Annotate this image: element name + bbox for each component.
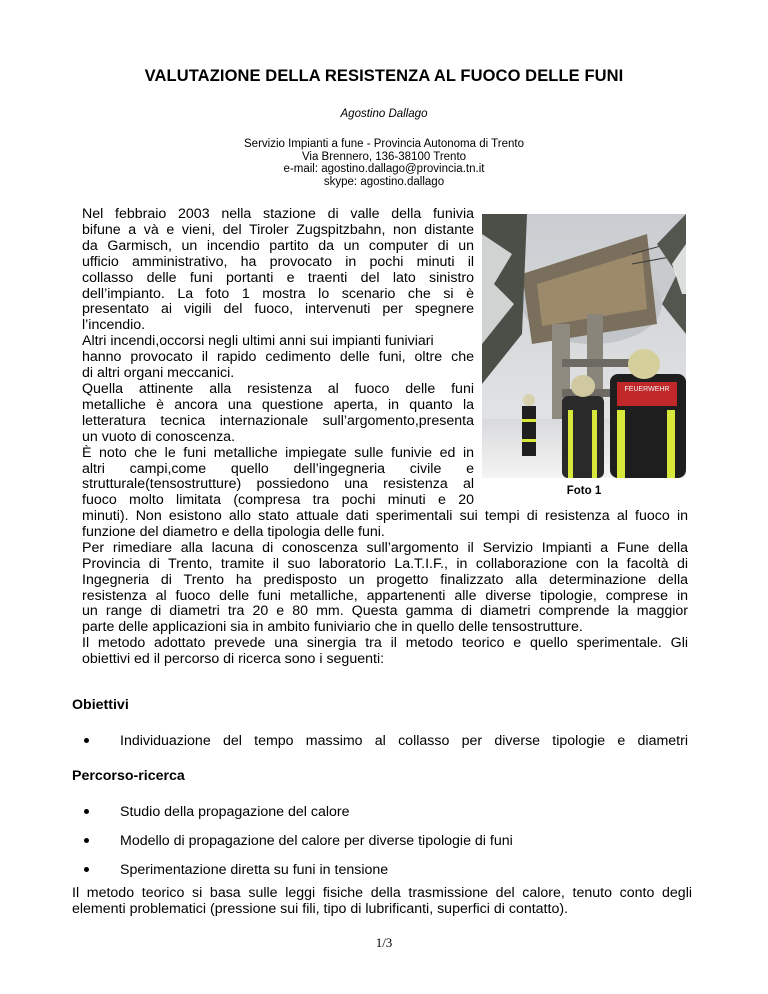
text-line: metalliche è ancora una questione aperta, in quanto la [82, 396, 474, 413]
photo-fire-scene [482, 214, 686, 478]
affiliation-address: Via Brennero, 136-38100 Trento [301, 150, 467, 163]
text-line: Il metodo teorico si basa sulle leggi fisiche della trasmissione del calore, tenuto conto degli [72, 885, 692, 901]
text-line: funzione del diametro e della tipologia delle funi. [82, 523, 385, 540]
list-item-text: Individuazione del tempo massimo al collasso per diverse tipologie e diametri [120, 733, 688, 749]
text-line: bifune a và e vieni, del Tiroler Zugspitzbahn, non distante [82, 221, 474, 238]
text-line: hanno provocato il rapido cedimento delle funi, oltre che [82, 349, 474, 366]
text-line: Per rimediare alla lacuna di conoscenza sull’argomento il Servizio Impianti a Fune della [82, 539, 688, 556]
text-line: un vuoto di conoscenza. [82, 428, 236, 445]
document-title: VALUTAZIONE DELLA RESISTENZA AL FUOCO DELLE FUNI [144, 67, 624, 85]
text-line: obiettivi ed il percorso di ricerca sono i seguenti: [82, 651, 385, 668]
text-line: Quella attinente alla resistenza al fuoco delle funi [82, 380, 474, 397]
text-line: da Garmisch, un incendio partito da un computer di un [82, 237, 474, 254]
list-item-text: Sperimentazione diretta su funi in tensione [120, 862, 389, 878]
bullet-icon [84, 809, 89, 814]
text-line: elementi problematici (pressione sui fili, tipo di lubrificanti, superfici di contatto). [72, 900, 568, 917]
text-line: dell’impianto. La foto 1 mostra lo scenario che si è [82, 285, 474, 302]
heading-obiettivi: Obiettivi [72, 697, 129, 713]
text-line: Il metodo adottato prevede una sinergia tra il metodo teorico e quello sperimentale. Gli [82, 635, 688, 652]
vest-sign-text: FEUERWEHR [624, 386, 670, 393]
heading-percorso-ricerca: Percorso-ricerca [72, 768, 185, 784]
list-item-text: Studio della propagazione del calore [120, 804, 350, 820]
text-line: di altri organi meccanici. [82, 365, 235, 382]
affiliation-line: Servizio Impianti a fune - Provincia Autonoma di Trento [244, 138, 524, 150]
affiliation-skype: skype: agostino.dallago [323, 175, 445, 188]
text-line: Nel febbraio 2003 nella stazione di valle della funivia [82, 206, 474, 222]
text-line: altri campi,come quello dell’ingegneria civile e [82, 460, 474, 477]
affiliation-block [0, 138, 768, 188]
bullet-icon [84, 867, 89, 872]
paragraph-intro [82, 207, 474, 509]
text-line: collasso delle funi portanti e traenti del lato sinistro [82, 269, 474, 286]
bullet-icon [84, 838, 89, 843]
text-line: fuoco molto limitata (compresa tra pochi minuti e 20 [82, 492, 474, 509]
text-line: un range di diametri tra 20 e 80 mm. Questa gamma di diametri comprende la maggior [82, 603, 688, 620]
photo-illustration [482, 214, 686, 478]
text-line: presentato ai vigili del fuoco, intervenuti per spegnere [82, 301, 474, 318]
text-line: strutturale(tensostrutture) possiedono una resistenza al [82, 476, 474, 493]
text-line: ufficio amministrativo, ha provocato in pochi minuti il [82, 253, 474, 270]
bullet-icon [84, 738, 89, 743]
text-line: parte delle applicazioni sia in ambito funiviario che in quello delle tensostrutture. [82, 619, 583, 636]
text-line: Ingegneria di Trento ha predisposto un progetto finalizzato alla determinazione della [82, 571, 688, 588]
affiliation-email[interactable]: e-mail: agostino.dallago@provincia.tn.it [283, 163, 485, 176]
paragraph-continuation [82, 509, 688, 668]
paragraph-method [72, 886, 692, 918]
text-line: letteratura tecnica internazionale sull’argomento,presenta [82, 412, 474, 429]
text-line: resistenza al fuoco delle funi metalliche, appartenenti alle diverse tipologie, comprese in [82, 587, 688, 604]
author-name: Agostino Dallago [340, 108, 428, 120]
page-number: 1/3 [375, 935, 393, 950]
text-line: Provincia di Trento, tramite il suo laboratorio La.T.I.F., in collaborazione con la facoltà di [82, 555, 688, 572]
text-line: Altri incendi,occorsi negli ultimi anni sui impianti funiviari [82, 333, 434, 350]
list-item-text: Modello di propagazione del calore per diverse tipologie di funi [120, 833, 513, 849]
text-line: l’incendio. [82, 317, 146, 334]
text-line: minuti). Non esistono allo stato attuale dati sperimentali sui tempi di resistenza al fuoco in [82, 508, 688, 524]
photo-caption: Foto 1 [566, 485, 602, 497]
text-line: È noto che le funi metalliche impiegate sulle funivie ed in [82, 444, 474, 461]
